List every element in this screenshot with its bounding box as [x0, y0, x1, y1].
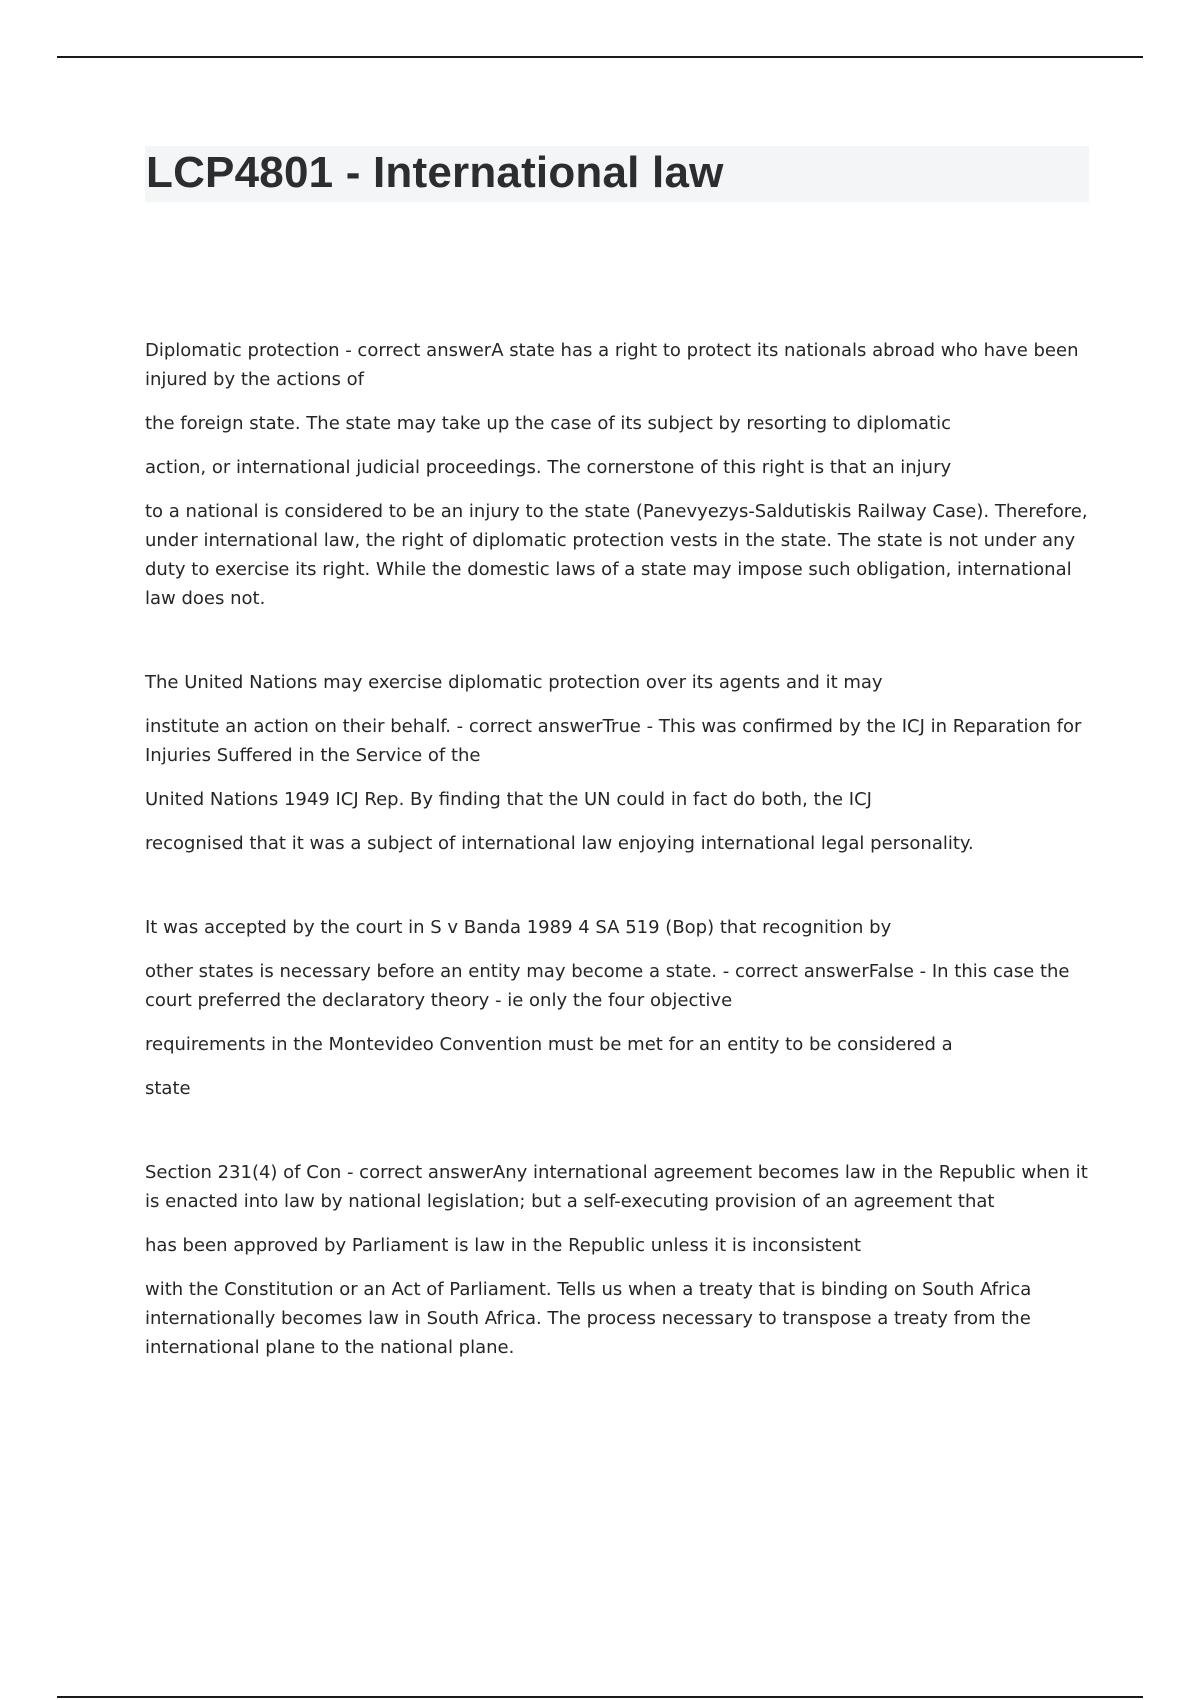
- paragraph: state: [145, 1078, 191, 1099]
- qa-entry-diplomatic-protection: [145, 336, 1090, 613]
- qa-entry-s-v-banda: [145, 913, 1090, 1103]
- paragraph: to a national is considered to be an injury to the state (Panevyezys-Saldutiskis Railway Case). Therefore, under international law, the right of diplomatic protection vests in the state. The state is not under any duty to exercise its right. While the domestic laws of a state may impose such obligation, international law does not.: [145, 501, 1088, 609]
- paragraph: other states is necessary before an entity may become a state. - correct answerFalse - In this case the court preferred the declaratory theory - ie only the four objective: [145, 961, 1070, 1011]
- paragraph: The United Nations may exercise diplomatic protection over its agents and it may: [145, 672, 883, 693]
- qa-entry-united-nations: [145, 668, 1090, 858]
- qa-entry-section-231: [145, 1158, 1090, 1362]
- paragraph: requirements in the Montevideo Convention must be met for an entity to be considered a: [145, 1034, 953, 1055]
- paragraph: action, or international judicial proceedings. The cornerstone of this right is that an injury: [145, 457, 952, 478]
- paragraph: the foreign state. The state may take up the case of its subject by resorting to diplomatic: [145, 413, 951, 434]
- paragraph: Section 231(4) of Con - correct answerAny international agreement becomes law in the Republic when it is enacted into law by national legislation; but a self-executing provision of an agreement that: [145, 1162, 1088, 1212]
- top-divider: [57, 56, 1143, 58]
- paragraph: with the Constitution or an Act of Parliament. Tells us when a treaty that is binding on South Africa internationally becomes law in South Africa. The process necessary to transpose a treaty from the international plane to the national plane.: [145, 1279, 1032, 1358]
- document-title: LCP4801 - International law: [146, 148, 724, 197]
- paragraph: It was accepted by the court in S v Banda 1989 4 SA 519 (Bop) that recognition by: [145, 917, 892, 938]
- paragraph: Diplomatic protection - correct answerA state has a right to protect its nationals abroad who have been injured by the actions of: [145, 340, 1079, 390]
- paragraph: recognised that it was a subject of international law enjoying international legal personality.: [145, 833, 974, 854]
- bottom-divider: [57, 1696, 1143, 1698]
- paragraph: United Nations 1949 ICJ Rep. By finding that the UN could in fact do both, the ICJ: [145, 789, 872, 810]
- paragraph: institute an action on their behalf. - correct answerTrue - This was confirmed by the ICJ in Reparation for Injuries Suffered in the Service of the: [145, 716, 1082, 766]
- document-body: [145, 336, 1090, 1417]
- paragraph: has been approved by Parliament is law in the Republic unless it is inconsistent: [145, 1235, 862, 1256]
